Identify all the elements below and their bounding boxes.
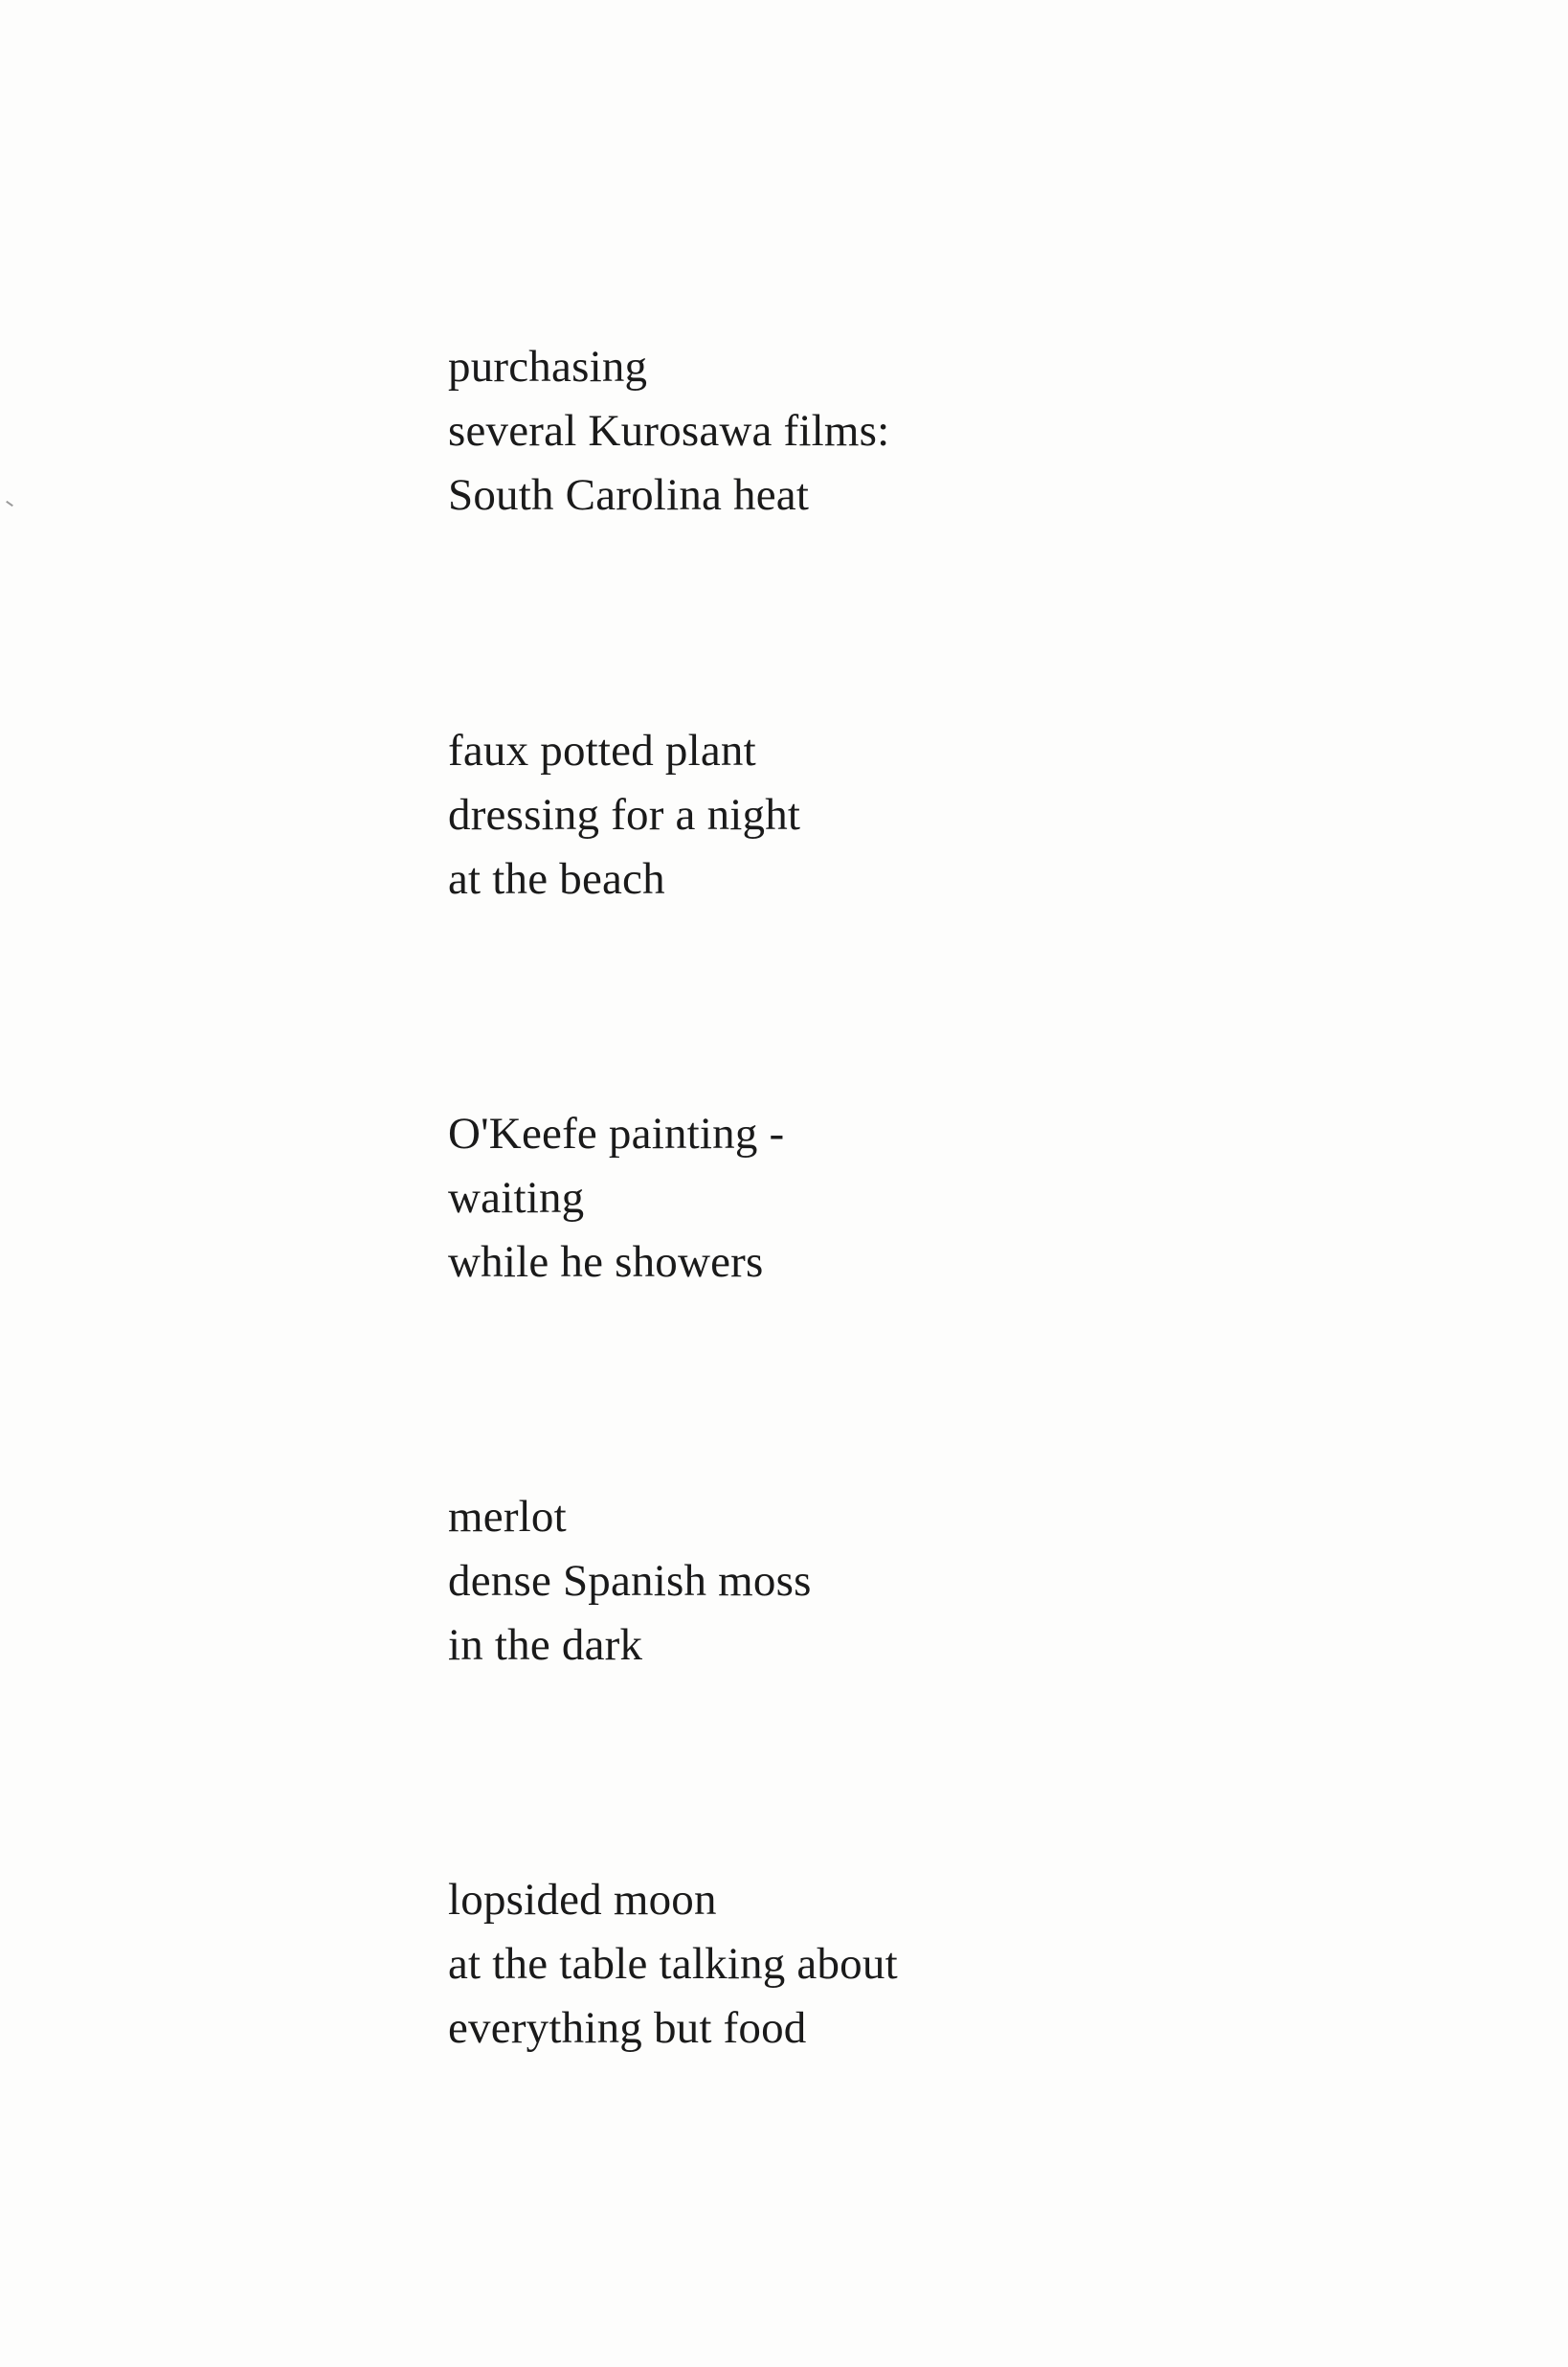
- haiku-2: [448, 719, 800, 912]
- haiku-line: lopsided moon: [448, 1875, 717, 1925]
- haiku-line: in the dark: [448, 1620, 643, 1670]
- page-edge-mark: [6, 501, 13, 507]
- haiku-line: everything but food: [448, 2003, 807, 2053]
- haiku-line: dressing for a night: [448, 790, 801, 840]
- haiku-line: merlot: [448, 1492, 567, 1542]
- haiku-line: O'Keefe painting -: [448, 1109, 785, 1159]
- haiku-line: waiting: [448, 1173, 585, 1223]
- haiku-3: [448, 1102, 784, 1295]
- haiku-line: purchasing: [448, 342, 648, 392]
- haiku-1: [448, 335, 889, 528]
- haiku-4: [448, 1485, 812, 1678]
- haiku-line: several Kurosawa films:: [448, 406, 890, 456]
- haiku-line: faux potted plant: [448, 726, 756, 776]
- haiku-5: [448, 1868, 898, 2061]
- haiku-line: at the table talking about: [448, 1939, 898, 1989]
- haiku-line: while he showers: [448, 1237, 764, 1287]
- haiku-line: at the beach: [448, 854, 665, 904]
- haiku-line: South Carolina heat: [448, 470, 810, 520]
- haiku-line: dense Spanish moss: [448, 1556, 812, 1606]
